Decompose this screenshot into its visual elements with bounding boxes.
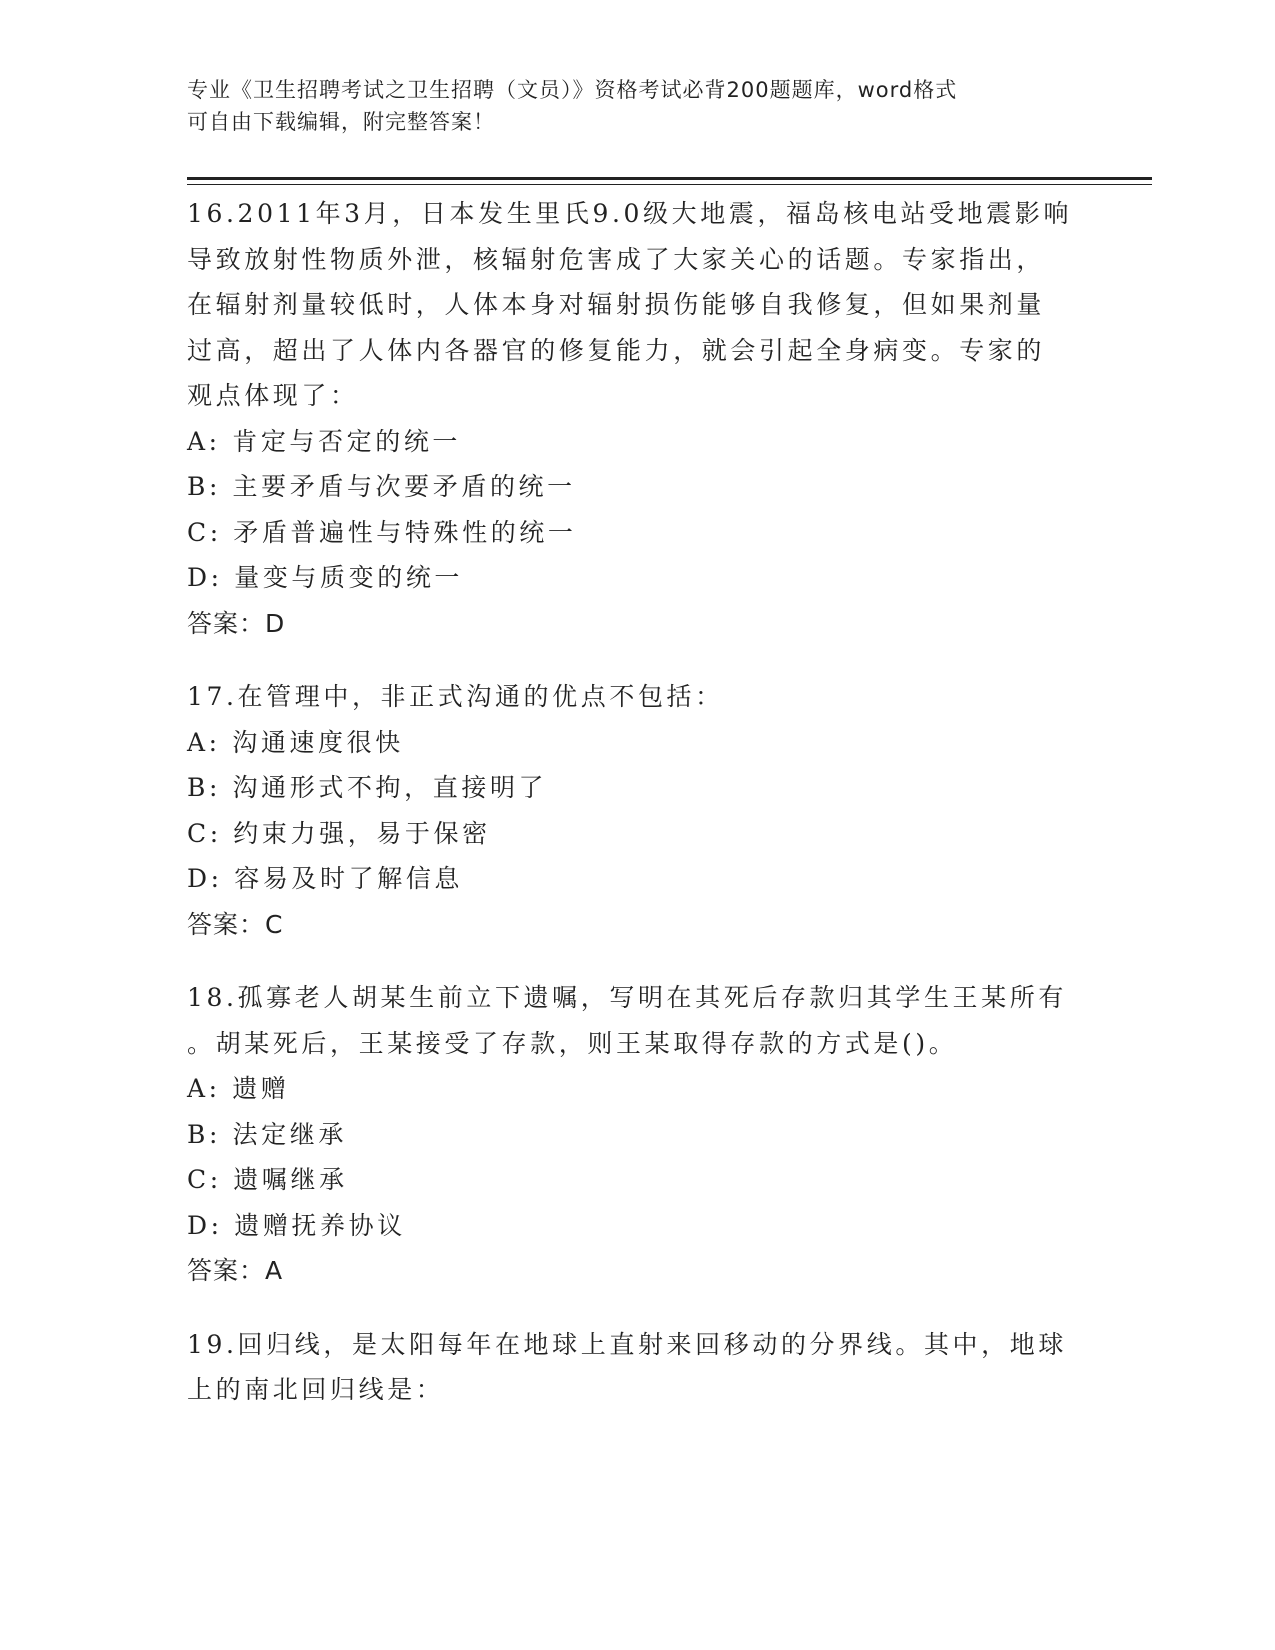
answer-option: B: 主要矛盾与次要矛盾的统一 [187, 472, 576, 501]
answer-option: D: 遗赠抚养协议 [187, 1210, 406, 1240]
header-line-2: 可自由下载编辑，附完整答案！ [187, 110, 495, 134]
question-list [187, 191, 1147, 1441]
answer-key: 答案：A [187, 1256, 284, 1285]
question-text-line: 17.在管理中，非正式沟通的优点不包括： [187, 682, 724, 711]
answer-option: C: 矛盾普遍性与特殊性的统一 [187, 517, 577, 547]
answer-key: 答案：C [187, 909, 284, 939]
question-text-line: 在辐射剂量较低时，人体本身对辐射损伤能够自我修复，但如果剂量 [187, 290, 1046, 319]
question-text-line: 过高，超出了人体内各器官的修复能力，就会引起全身病变。专家的 [187, 335, 1046, 365]
question-text-line: 上的南北回归线是： [187, 1375, 445, 1404]
question-item [187, 674, 1147, 947]
answer-option: A: 肯定与否定的统一 [187, 426, 462, 456]
question-text-line: 19.回归线，是太阳每年在地球上直射来回移动的分界线。其中，地球 [187, 1329, 1067, 1359]
answer-option: D: 量变与质变的统一 [187, 563, 464, 592]
header-line-1: 专业《卫生招聘考试之卫生招聘（文员）》资格考试必背200题题库，word格式 [187, 78, 958, 102]
answer-option: C: 遗嘱继承 [187, 1165, 348, 1194]
answer-option: B: 沟通形式不拘，直接明了 [187, 773, 548, 802]
answer-option: C: 约束力强，易于保密 [187, 818, 491, 848]
answer-key: 答案：D [187, 608, 286, 638]
question-text-line: 。胡某死后，王某接受了存款，则王某取得存款的方式是()。 [187, 1028, 958, 1058]
answer-option: D: 容易及时了解信息 [187, 864, 464, 893]
header-divider-thin [187, 184, 1152, 185]
answer-option: A: 遗赠 [187, 1074, 290, 1103]
question-text-line: 16.2011年3月，日本发生里氏9.0级大地震，福岛核电站受地震影响 [187, 199, 1073, 228]
header-divider-thick [187, 177, 1152, 180]
question-text-line: 观点体现了： [187, 381, 359, 410]
answer-option: A: 沟通速度很快 [187, 727, 404, 757]
question-text-line: 导致放射性物质外泄，核辐射危害成了大家关心的话题。专家指出， [187, 244, 1046, 274]
question-item [187, 975, 1147, 1294]
question-item [187, 191, 1147, 646]
question-item [187, 1322, 1147, 1413]
question-text-line: 18.孤寡老人胡某生前立下遗嘱，写明在其死后存款归其学生王某所有 [187, 983, 1067, 1012]
answer-option: B: 法定继承 [187, 1119, 347, 1149]
document-header [187, 74, 1087, 138]
